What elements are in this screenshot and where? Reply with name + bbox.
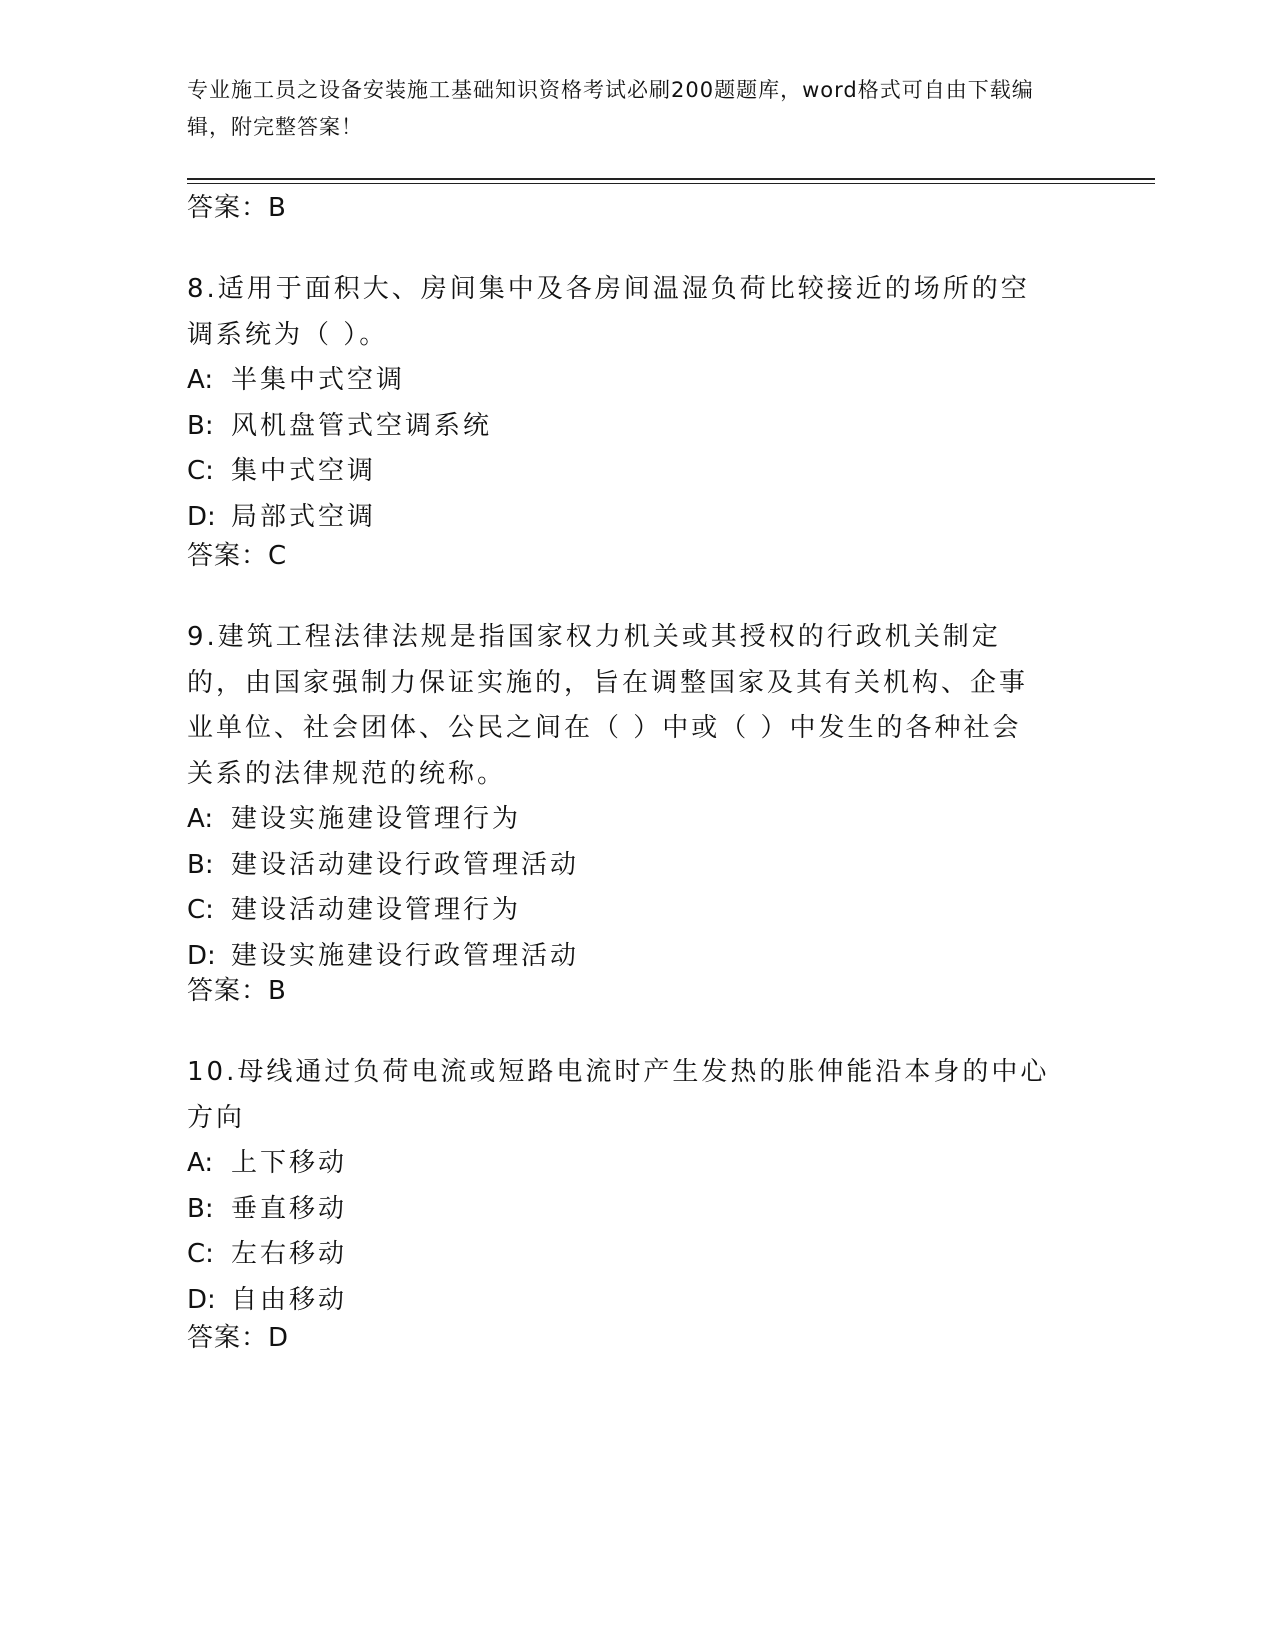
option-a <box>187 797 1077 843</box>
option-d <box>187 1278 1077 1324</box>
previous-answer: 答案：B <box>187 193 287 223</box>
option-text: 左右移动 <box>231 1239 348 1269</box>
question-text: 9.建筑工程法律法规是指国家权力机关或其授权的行政机关制定的，由国家强制力保证实施的，旨在调整国家及其有关机构、企事业单位、社会团体、公民之间在（ ）中或（ ）中发生的各种社会关系的法律规范的统称。 <box>187 622 1029 789</box>
answer-10: 答案：D <box>187 1323 290 1353</box>
option-letter: C: <box>187 1239 214 1269</box>
option-text: 建设实施建设行政管理活动 <box>231 940 580 971</box>
option-text: 自由移动 <box>231 1284 348 1315</box>
option-letter: B: <box>187 410 214 441</box>
question-text: 8.适用于面积大、房间集中及各房间温湿负荷比较接近的场所的空调系统为（ ）。 <box>187 274 1030 350</box>
answer-9: 答案：B <box>187 976 287 1006</box>
option-d <box>187 934 1077 980</box>
header-divider <box>187 178 1155 180</box>
option-letter: D: <box>187 1284 216 1315</box>
option-list <box>187 358 1077 540</box>
option-text: 垂直移动 <box>231 1193 348 1224</box>
option-text: 集中式空调 <box>231 456 377 486</box>
option-letter: C: <box>187 456 214 486</box>
option-text: 半集中式空调 <box>231 365 406 395</box>
question-text: 10.母线通过负荷电流或短路电流时产生发热的胀伸能沿本身的中心方向 <box>187 1057 1050 1133</box>
option-list <box>187 1141 1077 1323</box>
question-10 <box>187 1050 1077 1323</box>
option-text: 建设实施建设管理行为 <box>231 804 522 834</box>
option-list <box>187 797 1077 979</box>
option-letter: A: <box>187 1148 214 1178</box>
option-letter: C: <box>187 895 214 925</box>
option-letter: D: <box>187 940 216 971</box>
document-header: 专业施工员之设备安装施工基础知识资格考试必刷200题题库，word格式可自由下载编辑，附完整答案！ <box>187 78 1034 139</box>
option-b <box>187 404 1077 450</box>
option-a <box>187 1141 1077 1187</box>
option-c <box>187 449 1077 495</box>
option-c <box>187 1232 1077 1278</box>
option-letter: D: <box>187 501 216 532</box>
option-letter: A: <box>187 804 214 834</box>
option-letter: A: <box>187 365 214 395</box>
option-letter: B: <box>187 1193 214 1224</box>
option-text: 建设活动建设行政管理活动 <box>231 849 580 880</box>
option-b <box>187 1187 1077 1233</box>
option-d <box>187 495 1077 541</box>
option-b <box>187 843 1077 889</box>
option-a <box>187 358 1077 404</box>
option-text: 建设活动建设管理行为 <box>231 895 522 925</box>
option-letter: B: <box>187 849 214 880</box>
question-9 <box>187 615 1077 979</box>
option-text: 上下移动 <box>231 1148 348 1178</box>
option-text: 风机盘管式空调系统 <box>231 410 493 441</box>
option-c <box>187 888 1077 934</box>
option-text: 局部式空调 <box>231 501 377 532</box>
header-divider-thin <box>187 183 1155 184</box>
answer-8: 答案：C <box>187 541 288 571</box>
question-8 <box>187 267 1077 540</box>
